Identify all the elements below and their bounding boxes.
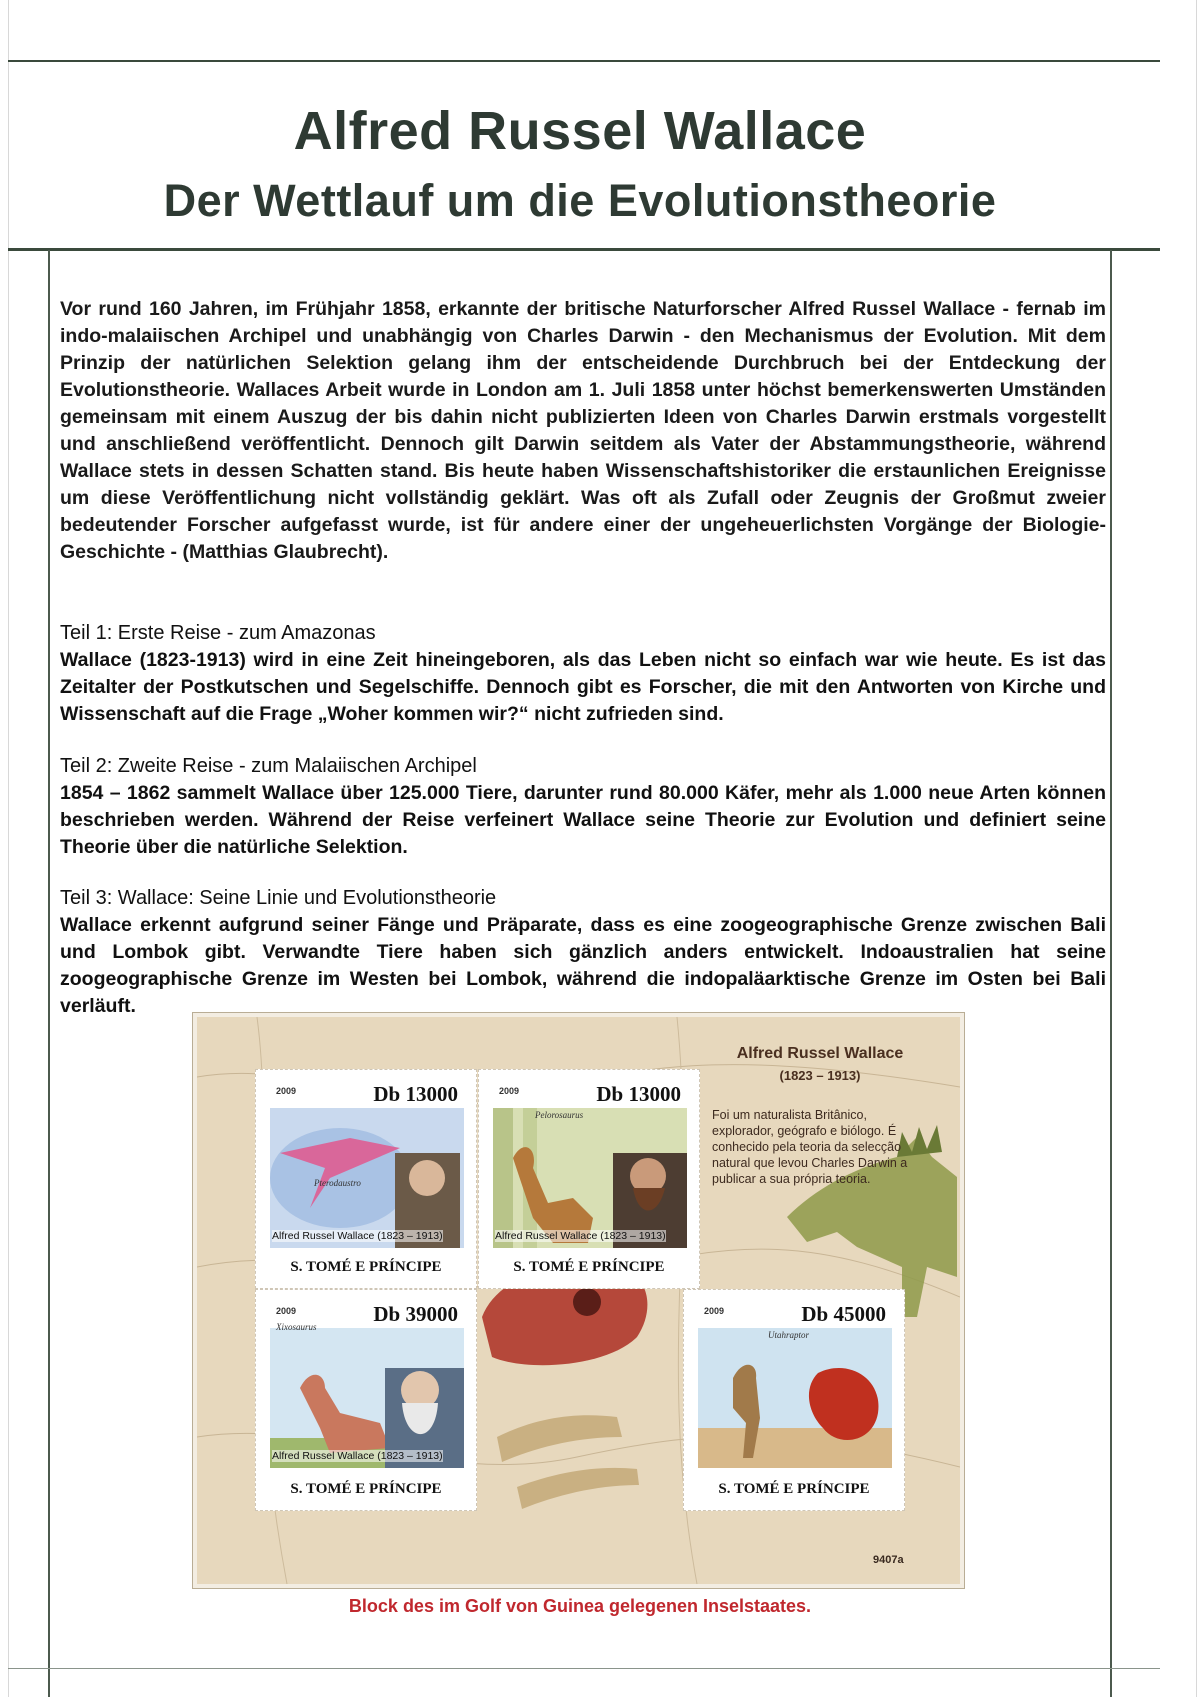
section-heading: Teil 3: Wallace: Seine Linie und Evolutionstheorie [60, 887, 497, 909]
frame-right-line [1110, 250, 1112, 1697]
stamp-country: S. TOMÉ E PRÍNCIPE [718, 1481, 870, 1497]
stamp-value: Db 45000 [801, 1302, 886, 1326]
stamp-year: 2009 [276, 1086, 297, 1096]
section-part-3 [60, 885, 1106, 1020]
section-part-2 [60, 753, 1106, 861]
page-edge-left [8, 0, 9, 1697]
stamp-caption: Alfred Russel Wallace (1823 – 1913) [495, 1230, 666, 1242]
stamp-caption: Alfred Russel Wallace (1823 – 1913) [272, 1450, 443, 1462]
stamp-value: Db 39000 [373, 1302, 458, 1326]
stamp-value: Db 13000 [596, 1082, 681, 1106]
frame-left-line [48, 250, 50, 1697]
stamp-year: 2009 [704, 1306, 725, 1316]
sheet-years: (1823 – 1913) [779, 1068, 861, 1083]
sheet-code: 9407a [873, 1554, 904, 1566]
section-heading: Teil 2: Zweite Reise - zum Malaiischen Archipel [60, 755, 477, 777]
stamp-genus: Utahraptor [768, 1330, 810, 1340]
stamp-genus: Pelorosaurus [535, 1110, 584, 1120]
stamp-country: S. TOMÉ E PRÍNCIPE [513, 1259, 665, 1275]
section-body: Wallace (1823-1913) wird in eine Zeit hineingeboren, als das Leben nicht so einfach war wie heute. Es ist das Zeitalter der Postkutschen und Segelschiffe. Dennoch gibt es Forscher, die mit den Antworten von Kirche und Wissenschaft auf die Frage „Woher kommen wir?“ nicht zufrieden sind. [60, 649, 1106, 725]
sheet-title: Alfred Russel Wallace [736, 1045, 904, 1062]
top-rule [8, 60, 1160, 62]
sheet-description: Foi um naturalista Britânico, explorador, geógrafo e biólogo. É conhecido pela teoria da selecção natural que levou Charles Darwin a publicar a sua própria teoria. [712, 1108, 908, 1186]
stamp-utahraptor [683, 1289, 905, 1511]
stamp-year: 2009 [499, 1086, 520, 1096]
intro-paragraph: Vor rund 160 Jahren, im Frühjahr 1858, erkannte der britische Naturforscher Alfred Russel Wallace - fernab im indo-malaiischen Archipel und unabhängig von Charles Darwin - den Mechanismus der Evolution. Mit dem Prinzip der natürlichen Selektion gelang ihm der entscheidende Durchbruch bei der Entdeckung der Evolutionstheorie. Wallaces Arbeit wurde in London am 1. Juli 1858 unter höchst bemerkenswerten Umständen gemeinsam mit einem Auszug der bis dahin nicht publizierten Ideen von Charles Darwin erstmals vorgestellt und anschließend veröffentlicht. Dennoch gilt Darwin seitdem als Vater der Abstammungstheorie, während Wallace stets in dessen Schatten stand. Bis heute haben Wissenschaftshistoriker die erstaunlichen Ereignisse um diese Veröffentlichung nicht vollständig geklärt. Was oft als Zufall oder Zeugnis der Großmut zweier bedeutender Forscher aufgefasst wurde, ist für andere einer der ungeheuerlichsten Vorgänge der Biologie-Geschichte - (Matthias Glaubrecht). [60, 298, 1106, 563]
stamp-pterodaustro [255, 1069, 477, 1289]
stamp-caption: Alfred Russel Wallace (1823 – 1913) [272, 1230, 443, 1242]
stamp-genus: Pterodaustro [314, 1178, 361, 1188]
stamp-country: S. TOMÉ E PRÍNCIPE [290, 1481, 442, 1497]
section-heading: Teil 1: Erste Reise - zum Amazonas [60, 622, 376, 644]
stamp-artwork [270, 1328, 464, 1468]
stamp-artwork [270, 1108, 464, 1248]
stamp-artwork [493, 1108, 687, 1248]
stamp-country: S. TOMÉ E PRÍNCIPE [290, 1259, 442, 1275]
stamp-xixosaurus [255, 1289, 477, 1511]
section-body: 1854 – 1862 sammelt Wallace über 125.000 Tiere, darunter rund 80.000 Käfer, mehr als 1.000 neue Arten können beschrieben werden. Während der Reise verfeinert Wallace seine Theorie zur Evolution und definiert seine Theorie über die natürliche Selektion. [60, 782, 1106, 858]
stamp-artwork [698, 1328, 892, 1468]
section-part-1 [60, 620, 1106, 728]
sheet-caption: Block des im Golf von Guinea gelegenen Inselstaates. [348, 1596, 812, 1616]
stamp-pelorosaurus [478, 1069, 700, 1289]
page-edge-right [1196, 0, 1197, 1697]
page-title: Alfred Russel Wallace [293, 101, 867, 161]
stamp-genus: Xixosaurus [276, 1322, 317, 1332]
header-rule [8, 248, 1160, 251]
stamp-sheet [193, 1013, 964, 1588]
page-subtitle: Der Wettlauf um die Evolutionstheorie [163, 175, 997, 226]
stamp-year: 2009 [276, 1306, 297, 1316]
section-body: Wallace erkennt aufgrund seiner Fänge und Präparate, dass es eine zoogeographische Grenze zwischen Bali und Lombok gibt. Verwandte Tiere haben sich gänzlich anders entwickelt. Indoaustralien hat seine zoogeographische Grenze im Westen bei Lombok, während die indopaläarktische Grenze im Osten bei Bali verläuft. [60, 914, 1106, 1017]
bottom-rule [8, 1668, 1160, 1669]
stamp-value: Db 13000 [373, 1082, 458, 1106]
